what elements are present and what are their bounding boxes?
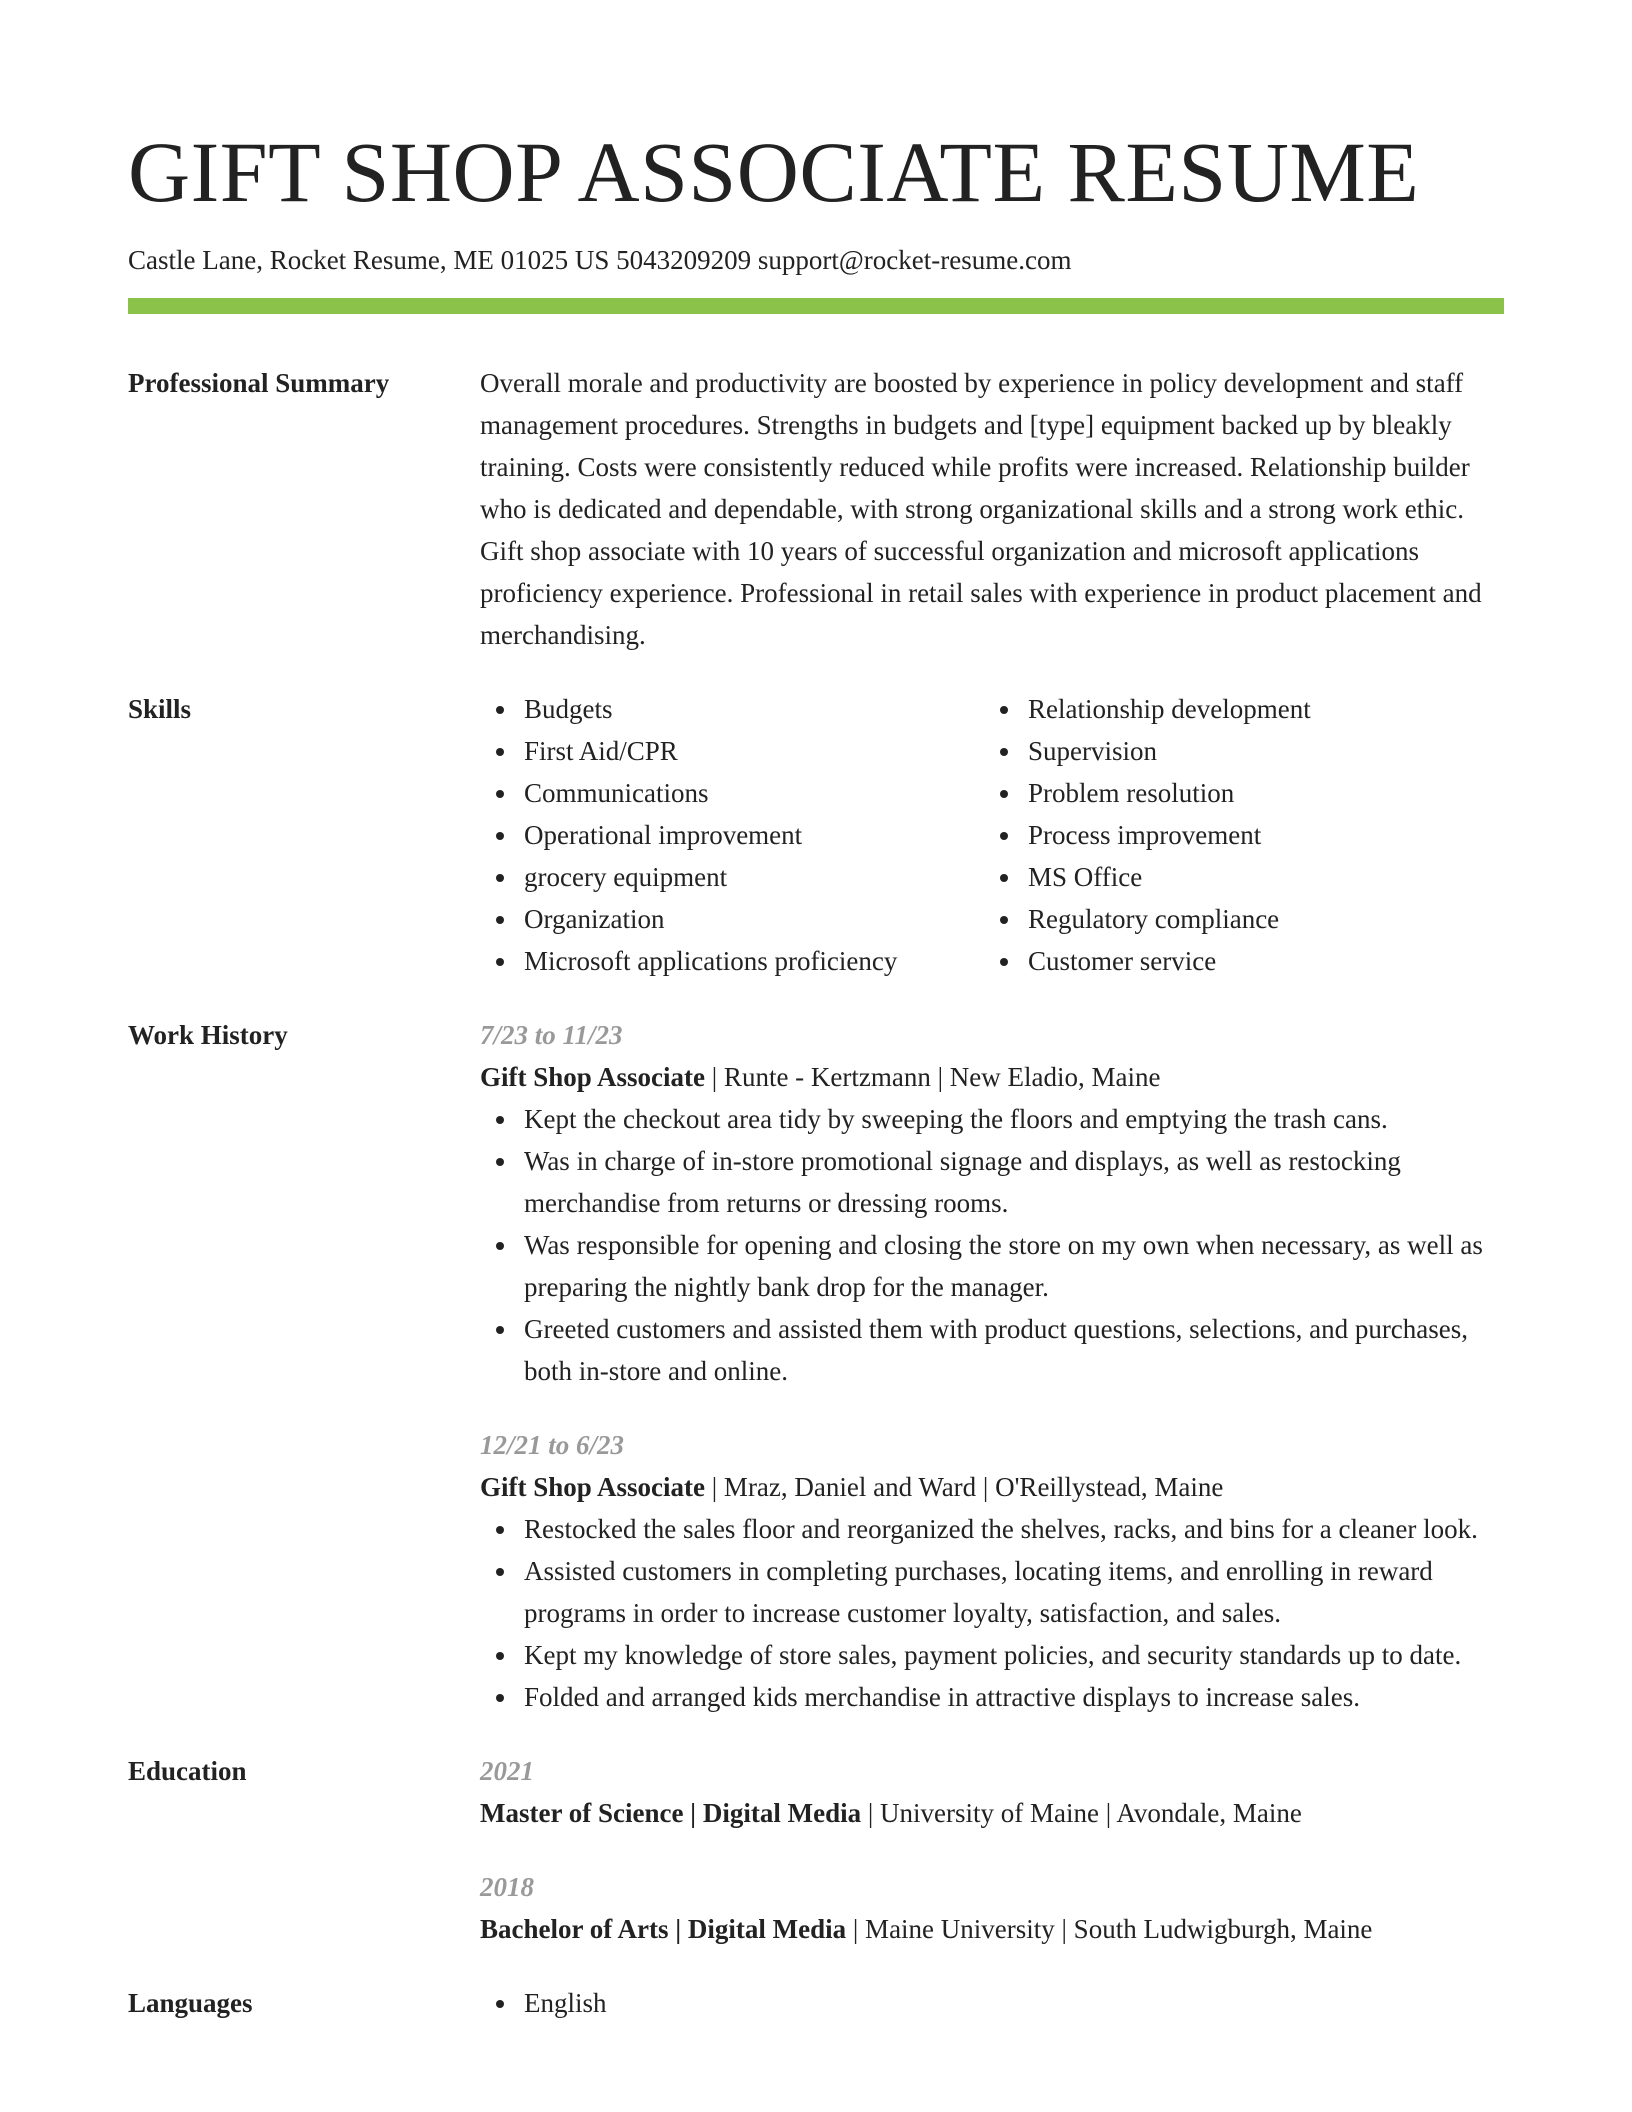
skill-item: grocery equipment [480,856,984,898]
job-duties-list [480,1098,1504,1392]
skill-item: Operational improvement [480,814,984,856]
education-year: 2018 [480,1872,534,1902]
skill-item: Customer service [984,940,1488,982]
job-entry [480,1424,1504,1718]
skill-item: Relationship development [984,688,1488,730]
languages-list [480,1982,1504,2024]
job-duty: Kept my knowledge of store sales, payment policies, and security standards up to date. [480,1634,1504,1676]
education-entry [480,1866,1504,1950]
skill-item: Process improvement [984,814,1488,856]
education-year: 2021 [480,1756,534,1786]
skills-left-list [480,688,984,982]
skill-item: Regulatory compliance [984,898,1488,940]
skills-label: Skills [128,694,192,724]
contact-line: Castle Lane, Rocket Resume, ME 01025 US 5043209209 support@rocket-resume.com [128,245,1072,275]
job-heading [480,1056,1504,1098]
education-body [480,1750,1504,1950]
skill-item: Communications [480,772,984,814]
skill-item: Supervision [984,730,1488,772]
job-duty: Assisted customers in completing purchases, locating items, and enrolling in reward programs in order to increase customer loyalty, satisfaction, and sales. [480,1550,1504,1634]
work-history-body [480,1014,1504,1718]
accent-divider [128,298,1504,314]
skill-item: Organization [480,898,984,940]
summary-text: Overall morale and productivity are boosted by experience in policy development and staff management procedures. Strengths in budgets and [type] equipment backed up by bleakly training. Costs were consistently reduced while profits were increased. Relationship builder who is dedicated and dependable, with strong organizational skills and a strong work ethic. Gift shop associate with 10 years of successful organization and microsoft applications proficiency experience. Professional in retail sales with experience in product placement and merchandising. [480,368,1482,650]
summary-body [480,362,1504,656]
skill-item: MS Office [984,856,1488,898]
work-history-label: Work History [128,1020,288,1050]
skills-section [128,688,1504,982]
languages-body [480,1982,1504,2024]
education-details: | University of Maine | Avondale, Maine [861,1798,1302,1828]
summary-label: Professional Summary [128,368,390,398]
entry-spacer [480,1392,1504,1424]
degree-name: Bachelor of Arts | Digital Media [480,1914,847,1944]
job-duty: Folded and arranged kids merchandise in attractive displays to increase sales. [480,1676,1504,1718]
language-item: English [480,1982,1504,2024]
skills-body [480,688,1504,982]
job-details: | Mraz, Daniel and Ward | O'Reillystead, Maine [705,1472,1224,1502]
resume-title: GIFT SHOP ASSOCIATE RESUME [128,124,1420,220]
resume-page [128,0,1504,2024]
skill-item: Budgets [480,688,984,730]
job-details: | Runte - Kertzmann | New Eladio, Maine [705,1062,1161,1092]
skill-item: Microsoft applications proficiency [480,940,984,982]
languages-label: Languages [128,1988,253,2018]
job-date: 12/21 to 6/23 [480,1430,625,1460]
job-duty: Restocked the sales floor and reorganized the shelves, racks, and bins for a cleaner look. [480,1508,1504,1550]
education-details: | Maine University | South Ludwigburgh, Maine [846,1914,1373,1944]
skill-item: Problem resolution [984,772,1488,814]
languages-section [128,1982,1504,2024]
education-label: Education [128,1756,247,1786]
skills-columns [480,688,1504,982]
skills-right-list [984,688,1488,982]
work-history-section [128,1014,1504,1718]
summary-section [128,362,1504,656]
education-entry [480,1750,1504,1834]
job-duty: Was in charge of in-store promotional signage and displays, as well as restocking merchandise from returns or dressing rooms. [480,1140,1504,1224]
degree-name: Master of Science | Digital Media [480,1798,862,1828]
job-title: Gift Shop Associate [480,1472,706,1502]
job-duty: Was responsible for opening and closing the store on my own when necessary, as well as preparing the nightly bank drop for the manager. [480,1224,1504,1308]
job-heading [480,1466,1504,1508]
job-duty: Kept the checkout area tidy by sweeping the floors and emptying the trash cans. [480,1098,1504,1140]
education-heading [480,1792,1504,1834]
entry-spacer [480,1834,1504,1866]
job-duties-list [480,1508,1504,1718]
education-section [128,1750,1504,1950]
job-duty: Greeted customers and assisted them with product questions, selections, and purchases, both in-store and online. [480,1308,1504,1392]
job-title: Gift Shop Associate [480,1062,706,1092]
job-entry [480,1014,1504,1392]
skill-item: First Aid/CPR [480,730,984,772]
job-date: 7/23 to 11/23 [480,1020,623,1050]
education-heading [480,1908,1504,1950]
